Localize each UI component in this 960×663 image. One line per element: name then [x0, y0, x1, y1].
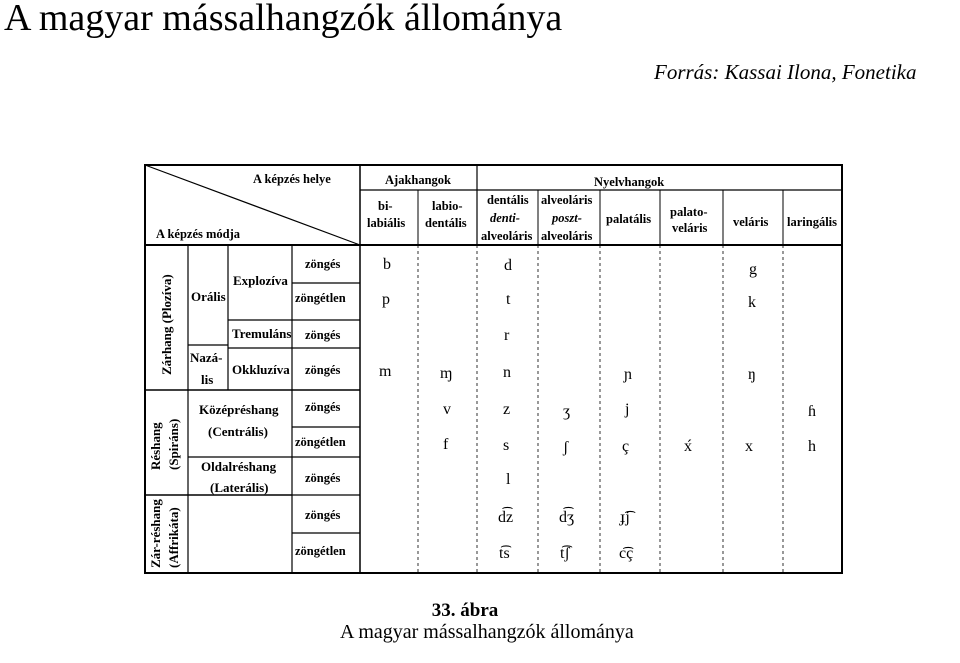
voicing-central-voiceless: zöngétlen	[295, 435, 346, 449]
symbol: d͡z	[498, 509, 514, 526]
symbol: k	[748, 294, 756, 311]
voicing-affricate-voiceless: zöngétlen	[295, 544, 346, 558]
corner-place-label: A képzés helye	[253, 172, 331, 186]
symbol: ç	[622, 438, 630, 455]
symbols-nasal-voiced	[379, 363, 756, 383]
row-group-stop: Zárhang (Plozíva)	[159, 274, 174, 375]
symbol: t͡ʃ	[560, 545, 570, 562]
symbol: g	[749, 261, 757, 278]
source-citation: Forrás: Kassai Ilona, Fonetika	[654, 60, 917, 84]
figure-number	[0, 600, 960, 622]
row-group-fricative	[148, 419, 181, 470]
svg-text:lis: lis	[201, 372, 214, 387]
svg-text:dentális: dentális	[425, 216, 467, 230]
svg-text:poszt-: poszt-	[552, 211, 582, 225]
svg-text:labiális: labiális	[367, 216, 406, 230]
row-label-explosive: Explozíva	[233, 273, 288, 288]
symbol: m	[379, 363, 392, 380]
symbol: t	[506, 291, 511, 308]
voicing-lateral-voiced: zöngés	[305, 471, 341, 485]
symbols-affricate-voiced	[498, 506, 636, 526]
svg-text:alveoláris: alveoláris	[481, 229, 533, 243]
svg-text:Oldalréshang: Oldalréshang	[201, 459, 277, 474]
svg-text:(Laterális): (Laterális)	[210, 480, 269, 495]
symbols-explosive-voiced	[383, 256, 757, 278]
symbol: h	[808, 438, 816, 455]
svg-text:labio-: labio-	[432, 199, 463, 213]
symbols-central-voiceless	[443, 436, 816, 456]
row-label-occlusive: Okkluzíva	[232, 362, 290, 377]
symbol: d͡ʒ	[559, 509, 575, 526]
column-header-alveolar	[541, 193, 593, 243]
svg-text:denti-: denti-	[490, 211, 520, 225]
svg-text:(Centrális): (Centrális)	[208, 424, 268, 439]
column-header-velar: veláris	[733, 215, 769, 229]
svg-text:veláris: veláris	[672, 221, 708, 235]
svg-text:alveoláris: alveoláris	[541, 193, 593, 207]
symbol: z	[503, 401, 511, 418]
symbol: t͡s	[499, 545, 510, 562]
symbol: ɦ	[808, 403, 816, 420]
symbol: x	[745, 438, 753, 455]
group-header-lingual: Nyelvhangok	[594, 175, 665, 189]
svg-text:(Spiráns): (Spiráns)	[166, 418, 181, 470]
row-group-affricate	[148, 499, 181, 568]
voicing-explosive-voiced: zöngés	[305, 257, 341, 271]
figure-number-text: 33. ábra	[431, 600, 499, 621]
symbol: ʃ	[563, 439, 569, 456]
symbols-central-voiced	[443, 401, 816, 420]
figure-caption: A magyar mássalhangzók állománya	[340, 621, 634, 643]
symbol: v	[443, 401, 451, 418]
symbol: x́	[684, 438, 692, 455]
symbol: n	[503, 364, 511, 381]
row-label-oral: Orális	[191, 289, 226, 304]
page-title: A magyar mássalhangzók állománya	[4, 0, 563, 39]
row-label-central	[199, 402, 279, 439]
column-header-dental	[481, 193, 533, 243]
column-header-palatal: palatális	[606, 212, 652, 226]
svg-text:Réshang: Réshang	[148, 422, 163, 470]
symbol: ɱ	[440, 365, 453, 382]
row-label-trill: Tremuláns	[232, 326, 292, 341]
column-header-labiodental	[425, 199, 467, 230]
symbols-trill-voiced	[504, 327, 510, 344]
column-header-bilabial	[367, 199, 405, 230]
column-header-palatovelar	[670, 205, 708, 235]
svg-text:Középréshang: Középréshang	[199, 402, 279, 417]
svg-text:palato-: palato-	[670, 205, 708, 219]
symbol: d	[504, 257, 512, 274]
column-header-laryngeal: laringális	[787, 215, 838, 229]
svg-text:(Affrikáta): (Affrikáta)	[166, 507, 181, 568]
svg-text:Nazá-: Nazá-	[190, 350, 223, 365]
voicing-central-voiced: zöngés	[305, 400, 341, 414]
corner-manner-label: A képzés módja	[156, 227, 241, 241]
symbol: ʒ	[563, 403, 571, 420]
svg-text:dentális: dentális	[487, 193, 529, 207]
svg-text:alveoláris: alveoláris	[541, 229, 593, 243]
svg-text:bi-: bi-	[378, 199, 393, 213]
symbol: ɲ	[624, 366, 632, 383]
voicing-trill-voiced: zöngés	[305, 328, 341, 342]
symbol: r	[504, 327, 510, 344]
symbol: ŋ	[748, 366, 756, 383]
symbol: f	[443, 436, 449, 453]
symbol: b	[383, 256, 391, 273]
voicing-affricate-voiced: zöngés	[305, 508, 341, 522]
symbols-explosive-voiceless	[382, 291, 756, 311]
symbol: j	[625, 401, 630, 418]
symbol: s	[503, 437, 510, 454]
symbol: p	[382, 291, 390, 308]
voicing-nasal-voiced: zöngés	[305, 363, 341, 377]
symbols-lateral-voiced	[506, 471, 511, 488]
voicing-explosive-voiceless: zöngétlen	[295, 291, 346, 305]
svg-text:Zár-réshang: Zár-réshang	[148, 499, 163, 568]
symbol: ɟ͡j	[620, 509, 630, 526]
row-label-lateral	[201, 459, 277, 495]
row-label-nasal	[190, 350, 223, 387]
symbol: c͡ç	[619, 545, 634, 562]
group-header-labial: Ajakhangok	[385, 173, 451, 187]
symbols-affricate-voiceless	[499, 544, 634, 562]
symbol: l	[506, 471, 511, 488]
